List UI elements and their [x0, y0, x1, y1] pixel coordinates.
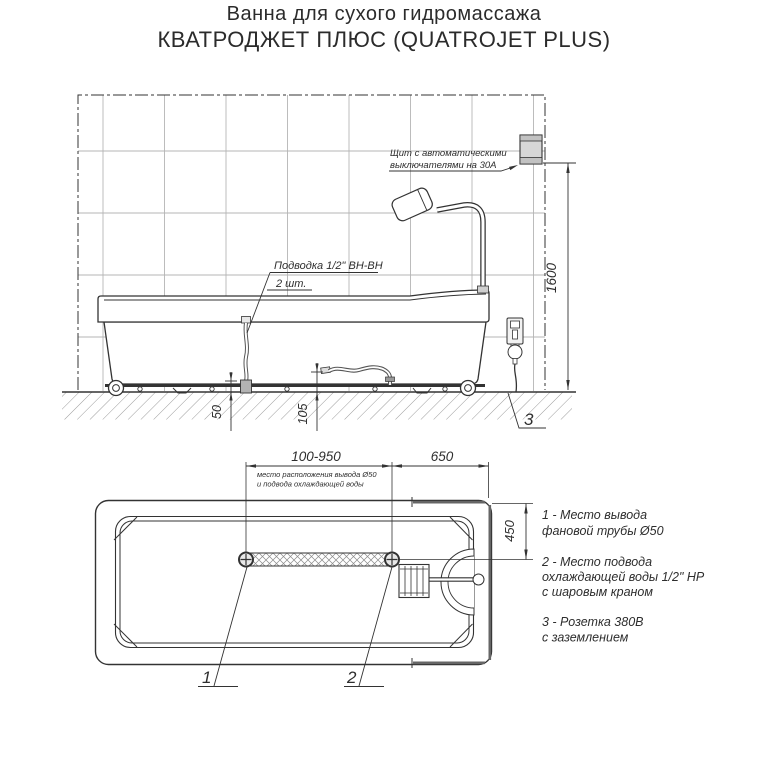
bathtub-rim: [98, 290, 489, 322]
dim-105-label: 105: [296, 403, 310, 425]
dimension-1600: [543, 163, 576, 390]
dim-650-label: 650: [430, 449, 454, 464]
power-socket: [507, 318, 523, 392]
service-strip: [239, 553, 399, 567]
callout-2-label: 2: [347, 668, 357, 687]
dim-50-label: 50: [210, 405, 224, 419]
panel-note-line2: выключателями на 30А: [390, 160, 497, 171]
breaker-panel: [520, 135, 542, 164]
elevation-view: [62, 95, 576, 431]
bathtub-side-view: [98, 290, 489, 396]
floor: [62, 392, 576, 420]
drawing-title-line1: Ванна для сухого гидромассажа: [226, 3, 542, 25]
callout-1-label: 1: [202, 668, 212, 687]
bathtub-bolts: [138, 387, 447, 391]
legend-item1-line2: фановой трубы Ø50: [542, 524, 664, 538]
port-2-cooling-water: [385, 553, 399, 567]
legend-item2-line1: 2 - Место подвода: [542, 555, 653, 569]
drain-fitting: [386, 377, 395, 382]
supply-note-line2: 2 шт.: [276, 278, 307, 290]
shower-arm-collar: [478, 286, 489, 293]
shower-arm: [390, 186, 488, 293]
bathtub-body: [104, 322, 486, 384]
dimension-450: [492, 504, 533, 560]
supply-note-line1: Подводка 1/2" ВН-ВН: [274, 260, 383, 272]
power-cord: [515, 364, 517, 392]
dim-100-950-label: 100-950: [291, 449, 341, 464]
legend: [541, 508, 705, 645]
caster-wheel-right: [461, 381, 476, 396]
shower-head-icon: [390, 186, 434, 222]
dim-1600-label: 1600: [544, 262, 559, 294]
supply-floor-fitting: [241, 380, 252, 393]
panel-note-line1: Щит с автоматическими: [390, 148, 507, 159]
panel-annotation: [389, 148, 518, 171]
leader-arrow: [509, 165, 518, 170]
legend-item3-line2: с заземлением: [542, 630, 629, 645]
plan-note-line2: и подвода охлаждающей воды: [257, 479, 364, 489]
caster-wheel-left: [109, 381, 124, 396]
legend-item3-line1: 3 - Розетка 380В: [542, 615, 644, 629]
callout-3-label: 3: [524, 410, 534, 429]
legend-item2-line3: с шаровым краном: [542, 585, 653, 599]
legend-item2-line2: охлаждающей воды 1/2" НР: [542, 570, 705, 584]
legend-item1-line1: 1 - Место вывода: [542, 508, 648, 522]
bathtub-plan-outer: [96, 501, 492, 665]
drawing-title-line2: КВАТРОДЖЕТ ПЛЮС (QUATROJET PLUS): [157, 27, 611, 52]
plug-icon: [508, 345, 522, 359]
plan-note-line1: место расположения вывода Ø50: [257, 470, 377, 479]
plan-view: [96, 449, 534, 687]
port-1-drain: [239, 553, 253, 567]
dim-450-label: 450: [502, 520, 517, 542]
